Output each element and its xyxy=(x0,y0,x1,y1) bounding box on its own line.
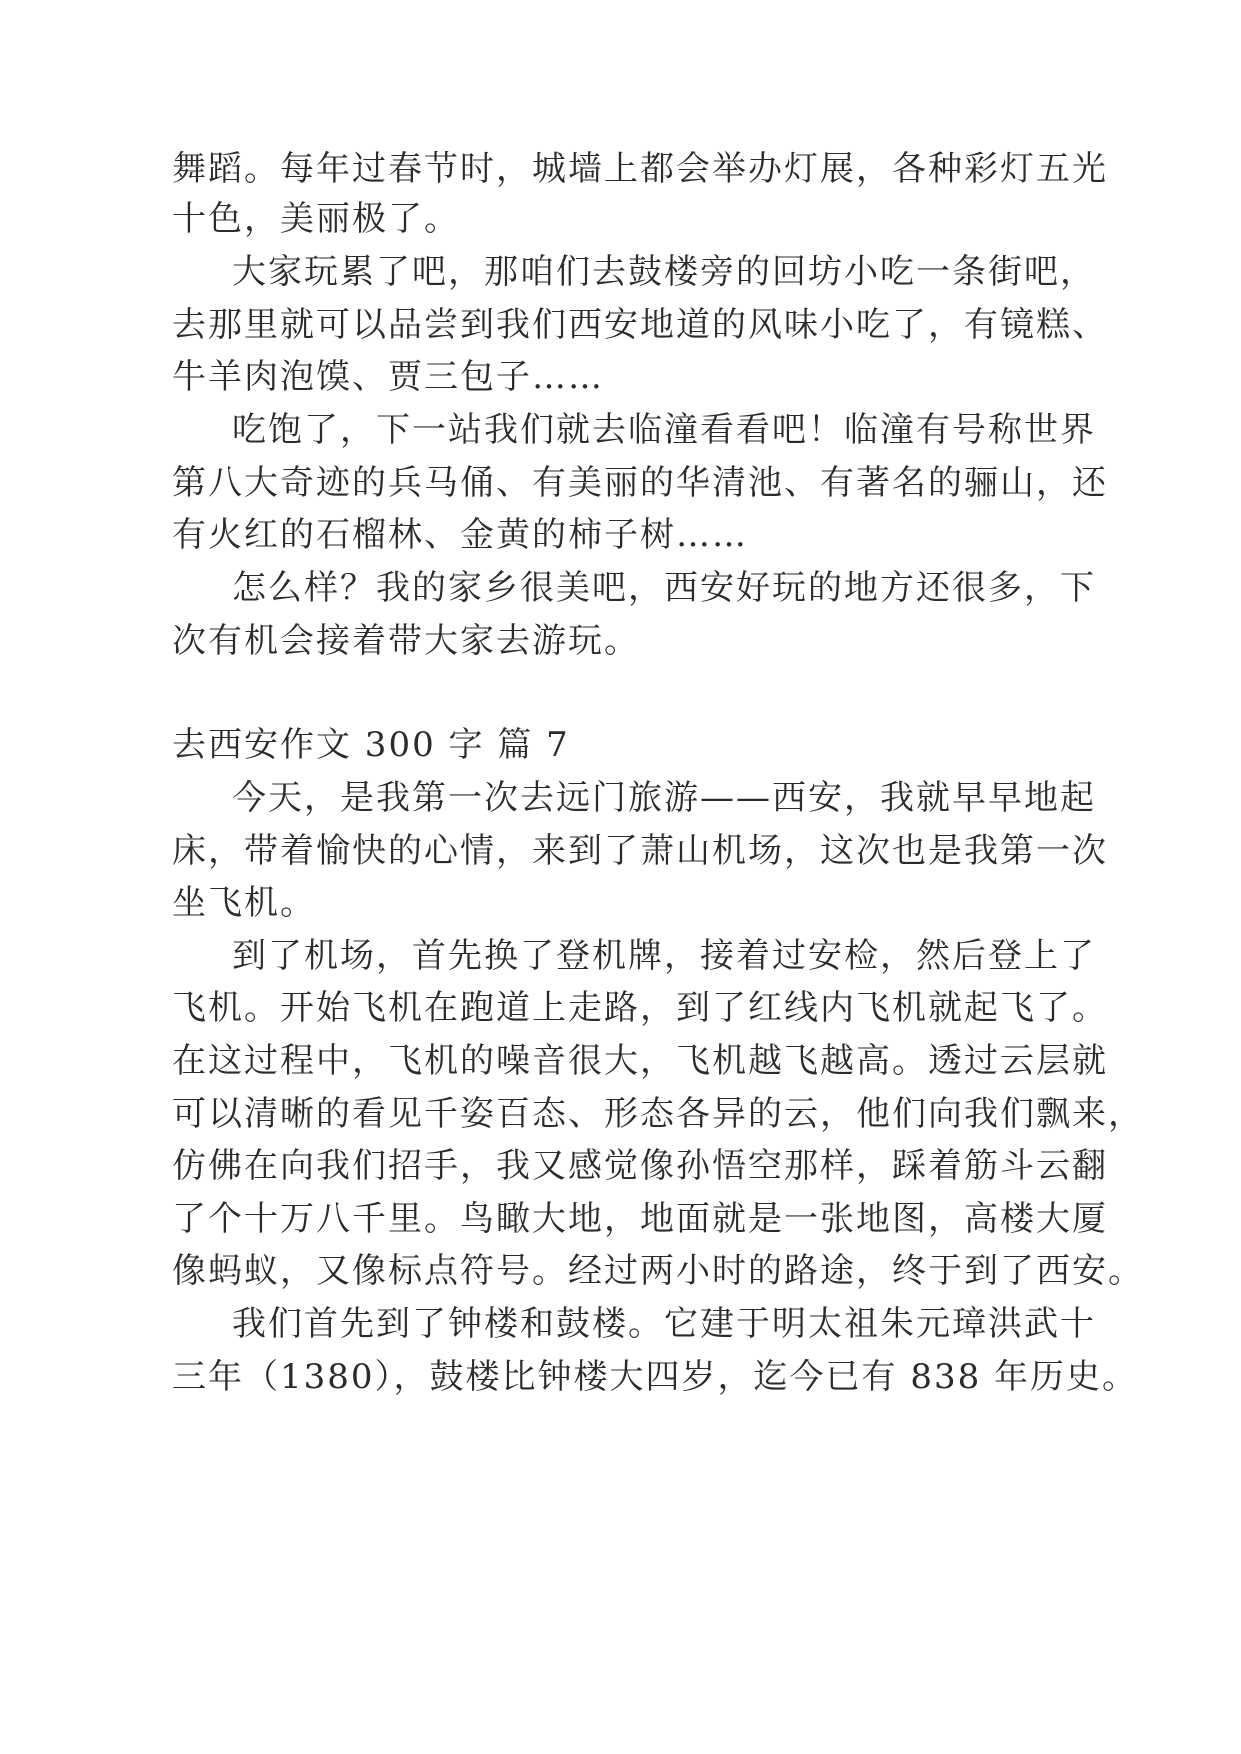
body-line: 在这过程中，飞机的噪音很大，飞机越飞越高。透过云层就 xyxy=(172,1041,1108,1081)
body-line: 我们首先到了钟楼和鼓楼。它建于明太祖朱元璋洪武十 xyxy=(232,1304,1096,1344)
body-line: 舞蹈。每年过春节时，城墙上都会举办灯展，各种彩灯五光 xyxy=(172,149,1108,189)
body-line: 有火红的石榴林、金黄的柿子树…… xyxy=(172,515,748,555)
body-line: 怎么样？我的家乡很美吧，西安好玩的地方还很多，下 xyxy=(232,568,1096,608)
body-line: 大家玩累了吧，那咱们去鼓楼旁的回坊小吃一条街吧， xyxy=(232,252,1096,292)
body-line: 坐飞机。 xyxy=(172,883,316,923)
section-heading: 去西安作文 300 字 篇 7 xyxy=(172,725,570,765)
body-line: 去那里就可以品尝到我们西安地道的风味小吃了，有镜糕、 xyxy=(172,305,1108,345)
body-line: 床，带着愉快的心情，来到了萧山机场，这次也是我第一次 xyxy=(172,831,1108,871)
body-line: 十色，美丽极了。 xyxy=(172,199,460,239)
body-line: 牛羊肉泡馍、贾三包子…… xyxy=(172,357,604,397)
body-line: 到了机场，首先换了登机牌，接着过安检，然后登上了 xyxy=(232,936,1096,976)
body-line: 像蚂蚁，又像标点符号。经过两小时的路途，终于到了西安。 xyxy=(172,1251,1144,1291)
body-line: 今天，是我第一次去远门旅游——西安，我就早早地起 xyxy=(232,778,1096,818)
body-line: 飞机。开始飞机在跑道上走路，到了红线内飞机就起飞了。 xyxy=(172,988,1108,1028)
body-line: 了个十万八千里。鸟瞰大地，地面就是一张地图，高楼大厦 xyxy=(172,1199,1108,1239)
body-line: 可以清晰的看见千姿百态、形态各异的云，他们向我们飘来， xyxy=(172,1094,1144,1134)
body-line: 三年（1380），鼓楼比钟楼大四岁，迄今已有 838 年历史。 xyxy=(172,1357,1139,1397)
body-line: 吃饱了，下一站我们就去临潼看看吧！临潼有号称世界 xyxy=(232,410,1096,450)
body-line: 次有机会接着带大家去游玩。 xyxy=(172,621,640,661)
body-line: 第八大奇迹的兵马俑、有美丽的华清池、有著名的骊山，还 xyxy=(172,463,1108,503)
body-line: 仿佛在向我们招手，我又感觉像孙悟空那样，踩着筋斗云翻 xyxy=(172,1146,1108,1186)
